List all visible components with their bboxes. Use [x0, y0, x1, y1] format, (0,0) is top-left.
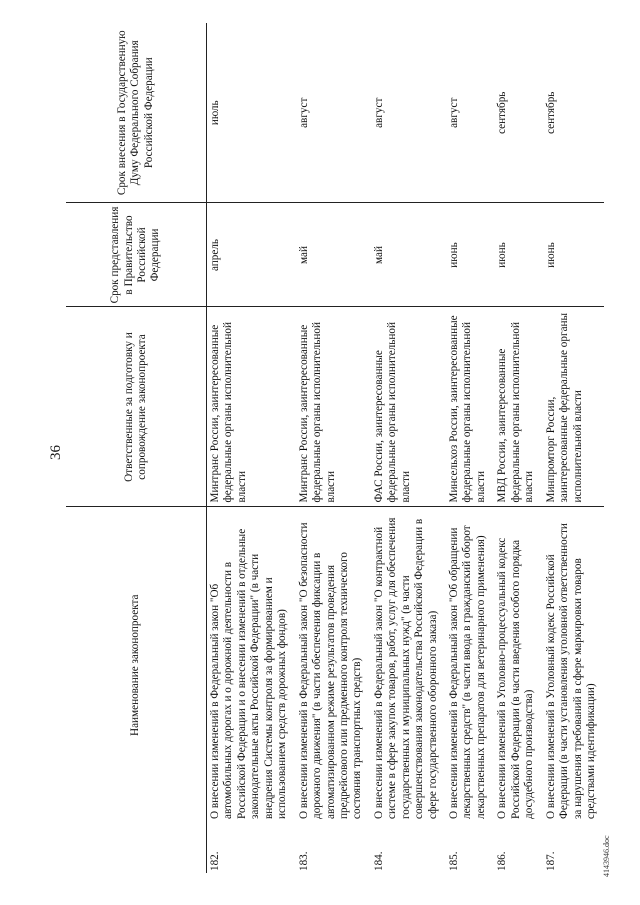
- responsible-agencies: Минпромторг России, заинтересованные федеральные органы исполнительной власти: [543, 307, 605, 507]
- document-id: 4143946.doc: [602, 835, 611, 877]
- table-header-row: [66, 23, 207, 873]
- row-number: 184.: [372, 851, 385, 871]
- table-row: [296, 23, 371, 873]
- gov-deadline: июнь: [494, 203, 542, 307]
- legislation-plan-table: [66, 23, 604, 873]
- header-num: [66, 823, 207, 873]
- row-number: 183.: [297, 851, 310, 871]
- header-gov-deadline: Срок представления в Правительство Российской Федерации: [66, 203, 207, 307]
- responsible-agencies: Минсельхоз России, заинтересованные федеральные органы исполнительной власти: [446, 307, 494, 507]
- row-number: 186.: [496, 851, 509, 871]
- row-number: 182.: [209, 851, 221, 871]
- gov-deadline: май: [296, 203, 371, 307]
- responsible-agencies: ФАС России, заинтересованные федеральные органы исполнительной власти: [371, 307, 446, 507]
- header-duma-deadline: Срок внесения в Государственную Думу Федерального Собрания Российской Федерации: [66, 23, 207, 203]
- gov-deadline: июнь: [543, 203, 605, 307]
- page-number: 36: [48, 445, 64, 460]
- duma-deadline: сентябрь: [494, 23, 542, 203]
- row-number: 185.: [448, 851, 460, 871]
- duma-deadline: август: [446, 23, 494, 203]
- gov-deadline: апрель: [207, 203, 296, 307]
- duma-deadline: август: [296, 23, 371, 203]
- table-row: [494, 23, 542, 873]
- responsible-agencies: МВД России, заинтересованные федеральные органы исполнительной власти: [494, 307, 542, 507]
- bill-title: О внесении изменений в Федеральный закон "Об автомобильных дорогах и о дорожной деятельности в Российской Федерации и о внесении изменений в отдельные законодательные акты Российской Федерации" (в части внедрения Системы контроля за формированием и использованием средств дорожных фондов): [209, 528, 289, 819]
- table-row: [446, 23, 494, 873]
- header-responsible: Ответственные за подготовку и сопровождение законопроекта: [66, 307, 207, 507]
- table-row: [207, 23, 296, 873]
- gov-deadline: май: [371, 203, 446, 307]
- bill-title: О внесении изменений в Уголовно-процессуальный кодекс Российской Федерации (в части введения особого порядка досудебного производства): [496, 537, 536, 819]
- duma-deadline: июль: [207, 23, 296, 203]
- responsible-agencies: Минтранс России, заинтересованные федеральные органы исполнительной власти: [207, 307, 296, 507]
- row-number: 187.: [544, 851, 557, 871]
- bill-title: О внесении изменений в Федеральный закон "О контрактной системе в сфере закупок товаров, работ, услуг для обеспечения государственных и муниципальных нужд" (в части совершенствования законодательства Российской Федерации в сфере государственного оборонного заказа): [372, 517, 439, 819]
- duma-deadline: сентябрь: [543, 23, 605, 203]
- duma-deadline: август: [371, 23, 446, 203]
- bill-title: О внесении изменений в Федеральный закон "Об обращении лекарственных средств" (в части ввода в гражданский оборот лекарственных препаратов для ветеринарного применения): [448, 525, 487, 819]
- bill-title: О внесении изменений в Федеральный закон "О безопасности дорожного движения" (в части обеспечения фиксации в автоматизированном режиме результатов проведения предрейсового или предменного контроля технического состояния транспортных средств): [297, 522, 364, 819]
- table-row: [543, 23, 605, 873]
- bill-title: О внесении изменений в Уголовный кодекс Российской Федерации (в части установления уголовной ответственности за нарушения требований в сфере маркировки товаров средствами идентификации): [544, 523, 597, 819]
- table-row: [371, 23, 446, 873]
- header-name: Наименование законопроекта: [66, 507, 207, 823]
- responsible-agencies: Минтранс России, заинтересованные федеральные органы исполнительной власти: [296, 307, 371, 507]
- gov-deadline: июнь: [446, 203, 494, 307]
